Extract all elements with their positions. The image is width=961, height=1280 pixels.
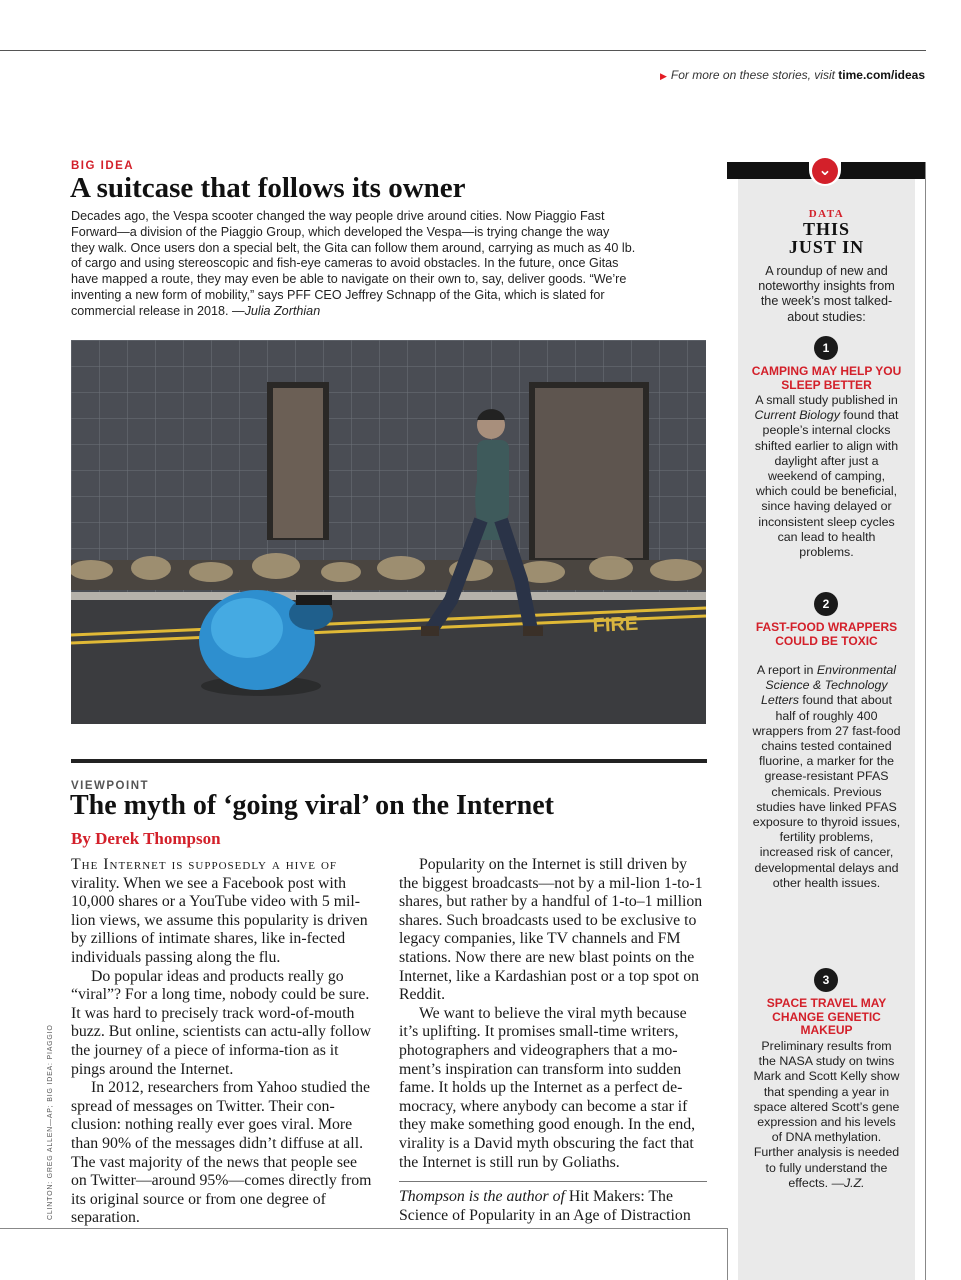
sidebar-kicker: DATA xyxy=(808,208,845,220)
photo-credit: CLINTON: GREG ALLEN—AP; BIG IDEA: PIAGGIO xyxy=(47,1024,54,1220)
paragraph: In 2012, researchers from Yahoo studied the spread of messages on Twitter. Their con-clusion: nothing really ever goes viral. More than 90% of the messages didn’t diffuse at all. The vast majority of the news that people see on Twitter—around 95%—comes directly from its original source or from one degree of separation. xyxy=(71,1079,372,1227)
lead-in: The Internet is supposedly a hive of xyxy=(71,856,338,873)
paragraph: We want to believe the viral myth because it’s uplifting. It promises small-time writers, photographers and videographers that a mo-ment’s inspiration can transform into sudden fame. It holds up the Internet as a perfect de-mocracy, where anybody can become a star if they make something good enough. In the end, virality is a David myth obscuring the fact that the Internet is still run by Goliaths. xyxy=(399,1004,696,1171)
item-number-3: 3 xyxy=(814,968,838,992)
gita-robot-photo xyxy=(71,340,706,724)
more-stories-link[interactable]: ▶ For more on these stories, visit time.com/ideas xyxy=(659,68,925,82)
item-number-2: 2 xyxy=(814,592,838,616)
top-rule xyxy=(0,50,926,51)
item-number-1: 1 xyxy=(814,336,838,360)
big-idea-kicker: BIG IDEA xyxy=(71,160,135,172)
byline: By Derek Thompson xyxy=(71,829,221,848)
sidebar-intro: A roundup of new and noteworthy insights from the week’s most talked-about studies: xyxy=(758,264,895,324)
viewpoint-headline: The myth of ‘going viral’ on the Internet xyxy=(70,790,554,821)
big-idea-headline: A suitcase that follows its owner xyxy=(70,172,466,204)
item-body-2: A report in Environmental Science & Technology Letters found that about half of roughly 400 wrappers from 27 fast-food chains tested contained fluorine, a marker for the grease-resistant PFAS chemicals. Previous studies have linked PFAS exposure to thyroid issues, fertility problems, increased risk of cancer, developmental delays and other health issues. xyxy=(752,663,901,890)
paragraph: The Internet is supposedly a hive of virality. When we see a Facebook post with 10,000 shares or a YouTube video with 5 mil-lion views, we assume this popularity is driven by zillions of intimate shares, like in-fected individuals passing along the flu. xyxy=(71,856,368,966)
big-idea-body: Decades ago, the Vespa scooter changed the way people drive around cities. Now Piaggio Fast Forward—a division of the Piaggio Group, which developed the Vespa—is trying change the way they walk. Once users don a special belt, the Gita can follow them around, carrying as much as 40 lb. of cargo and using stereoscopic and fish-eye cameras to avoid obstacles. In the future, once Gitas have mapped a route, they may even be able to navigate on their own to, say, deliver goods. “We’re inventing a new form of mobility,” says PFF CEO Jeffrey Schnapp of the Gita, which is slated for commercial release in 2018. —Julia Zorthian xyxy=(71,209,636,318)
author-note: Thompson is the author of Hit Makers: The Science of Popularity in an Age of Distraction xyxy=(399,1181,707,1225)
item-body-1: A small study published in Current Biology found that people’s internal clocks shifted earlier to align with daylight after just a weekend of camping, which could be beneficial, since having delayed or inconsistent sleep cycles can lead to health problems. xyxy=(754,393,899,560)
sidebar-title: THIS JUST IN xyxy=(788,219,865,257)
item-body-3: Preliminary results from the NASA study on twins Mark and Scott Kelly show that spending a year in space altered Scott’s gene expression and his levels of DNA methylation. Further analysis is needed to fully understand the effects. —J.Z. xyxy=(753,1039,900,1190)
chevron-down-icon: ⌄ xyxy=(812,158,838,184)
item-heading-2: FAST-FOOD WRAPPERS COULD BE TOXIC xyxy=(755,620,898,648)
bottom-rule xyxy=(0,1228,727,1229)
article-column-2 xyxy=(399,856,704,1172)
section-rule xyxy=(71,759,707,763)
paragraph: Do popular ideas and products really go “viral”? For a long time, nobody could be sure. It was hard to precisely track word-of-mouth buzz. But online, scientists can actu-ally follow the journey of a piece of informa-tion as it pings around the Internet. xyxy=(71,967,372,1078)
article-column-1 xyxy=(71,856,376,1228)
viewpoint-kicker: VIEWPOINT xyxy=(71,780,150,792)
item-heading-3: SPACE TRAVEL MAY CHANGE GENETIC MAKEUP xyxy=(766,996,887,1038)
big-idea-author: —Julia Zorthian xyxy=(232,303,321,318)
paragraph: Popularity on the Internet is still driven by the biggest broadcasts—not by a mil-lion 1-to-1 shares, but rather by a handful of 1-to–1 million shares. Such broadcasts used to be exclusive to legacy companies, like TV channels and FM stations. Now there are new blast points on the Internet, like a Kardashian post or a top spot on Reddit. xyxy=(399,856,703,1004)
item-heading-1: CAMPING MAY HELP YOU SLEEP BETTER xyxy=(751,364,902,392)
road-marking-text: FIRE xyxy=(592,612,639,637)
play-triangle-icon: ▶ xyxy=(659,71,667,81)
column-rule xyxy=(727,1228,728,1280)
sidebar-rule xyxy=(925,162,926,1280)
